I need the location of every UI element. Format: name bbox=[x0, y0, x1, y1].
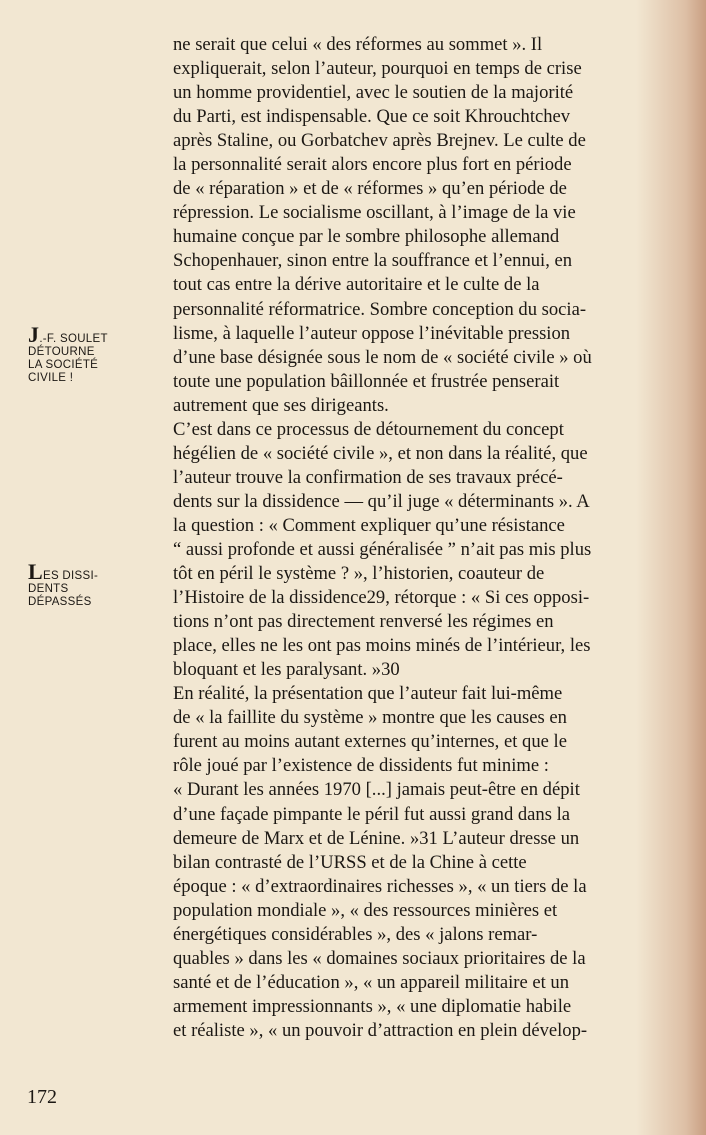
sidenote-line: ES DISSI- bbox=[42, 570, 99, 582]
text-line: d’une façade pimpante le péril fut aussi grand dans la bbox=[173, 803, 571, 825]
text-line: En réalité, la présentation que l’auteur fait lui-même bbox=[173, 683, 563, 705]
sidenote-dissidents bbox=[28, 559, 99, 609]
text-line: un homme providentiel, avec le soutien de la majorité bbox=[173, 82, 574, 104]
text-line: la question : « Comment expliquer qu’une résistance bbox=[173, 514, 565, 536]
sidenote-soulet bbox=[28, 322, 108, 385]
text-line: rôle joué par l’existence de dissidents fut minime : bbox=[173, 755, 549, 777]
text-line: énergétiques considérables », des « jalons remar- bbox=[173, 923, 538, 945]
text-line: humaine conçue par le sombre philosophe allemand bbox=[173, 226, 560, 248]
text-line: armement impressionnants », « une diplomatie habile bbox=[173, 995, 572, 1017]
text-line: de « la faillite du système » montre que les causes en bbox=[173, 707, 567, 729]
body-text bbox=[173, 33, 673, 1043]
text-line: lisme, à laquelle l’auteur oppose l’inévitable pression bbox=[173, 322, 571, 344]
sidenote-line: DÉTOURNE bbox=[28, 346, 95, 358]
text-line: du Parti, est indispensable. Que ce soit Khrouchtchev bbox=[173, 106, 571, 128]
text-line: demeure de Marx et de Lénine. »31 L’auteur dresse un bbox=[173, 827, 580, 849]
text-line: dents sur la dissidence — qu’il juge « déterminants ». A bbox=[173, 490, 590, 512]
text-line: l’auteur trouve la confirmation de ses travaux précé- bbox=[173, 466, 563, 488]
sidenote-dropcap: J bbox=[28, 322, 40, 347]
sidenote-line: DENTS bbox=[28, 583, 69, 595]
sidenote-line: LA SOCIÉTÉ bbox=[28, 359, 99, 371]
text-line: “ aussi profonde et aussi généralisée ” n’ait pas mis plus bbox=[173, 538, 592, 560]
text-line: autrement que ses dirigeants. bbox=[173, 394, 389, 416]
text-line: époque : « d’extraordinaires richesses », « un tiers de la bbox=[173, 875, 587, 897]
text-line: tout cas entre la dérive autoritaire et le culte de la bbox=[173, 274, 540, 296]
text-line: hégélien de « société civile », et non dans la réalité, que bbox=[173, 442, 588, 464]
text-line: Schopenhauer, sinon entre la souffrance et l’ennui, en bbox=[173, 250, 573, 272]
text-line: « Durant les années 1970 [...] jamais peut-être en dépit bbox=[173, 779, 580, 801]
sidenote-line: .-F. SOULET bbox=[39, 333, 108, 345]
text-line: répression. Le socialisme oscillant, à l’image de la vie bbox=[173, 202, 576, 224]
text-line: toute une population bâillonnée et frustrée penserait bbox=[173, 370, 560, 392]
text-line: santé et de l’éducation », « un appareil militaire et un bbox=[173, 971, 570, 993]
text-line: C’est dans ce processus de détournement du concept bbox=[173, 418, 564, 440]
text-line: tions n’ont pas directement renversé les régimes en bbox=[173, 611, 554, 633]
text-line: d’une base désignée sous le nom de « société civile » où bbox=[173, 346, 592, 368]
text-line: expliquerait, selon l’auteur, pourquoi en temps de crise bbox=[173, 58, 582, 80]
text-line: ne serait que celui « des réformes au sommet ». Il bbox=[173, 34, 543, 55]
text-line: la personnalité serait alors encore plus fort en période bbox=[173, 154, 572, 176]
text-line: furent au moins autant externes qu’internes, et que le bbox=[173, 731, 567, 753]
text-line: l’Histoire de la dissidence29, rétorque : « Si ces opposi- bbox=[173, 587, 590, 609]
sidenote-line: DÉPASSÉS bbox=[28, 596, 92, 608]
text-line: après Staline, ou Gorbatchev après Brejnev. Le culte de bbox=[173, 130, 586, 152]
text-line: quables » dans les « domaines sociaux prioritaires de la bbox=[173, 947, 586, 969]
text-line: population mondiale », « des ressources minières et bbox=[173, 899, 558, 921]
text-line: tôt en péril le système ? », l’historien, coauteur de bbox=[173, 563, 545, 585]
text-line: bloquant et les paralysant. »30 bbox=[173, 659, 400, 681]
text-line: et réaliste », « un pouvoir d’attraction en plein dévelop- bbox=[173, 1019, 588, 1041]
sidenote-dropcap: L bbox=[28, 559, 43, 584]
text-line: place, elles ne les ont pas moins minés de l’intérieur, les bbox=[173, 635, 591, 657]
page-number: 172 bbox=[27, 1086, 57, 1108]
text-line: de « réparation » et de « réformes » qu’en période de bbox=[173, 178, 567, 200]
sidenote-line: CIVILE ! bbox=[28, 372, 74, 384]
text-line: bilan contrasté de l’URSS et de la Chine à cette bbox=[173, 851, 527, 873]
text-line: personnalité réformatrice. Sombre conception du socia- bbox=[173, 298, 587, 320]
